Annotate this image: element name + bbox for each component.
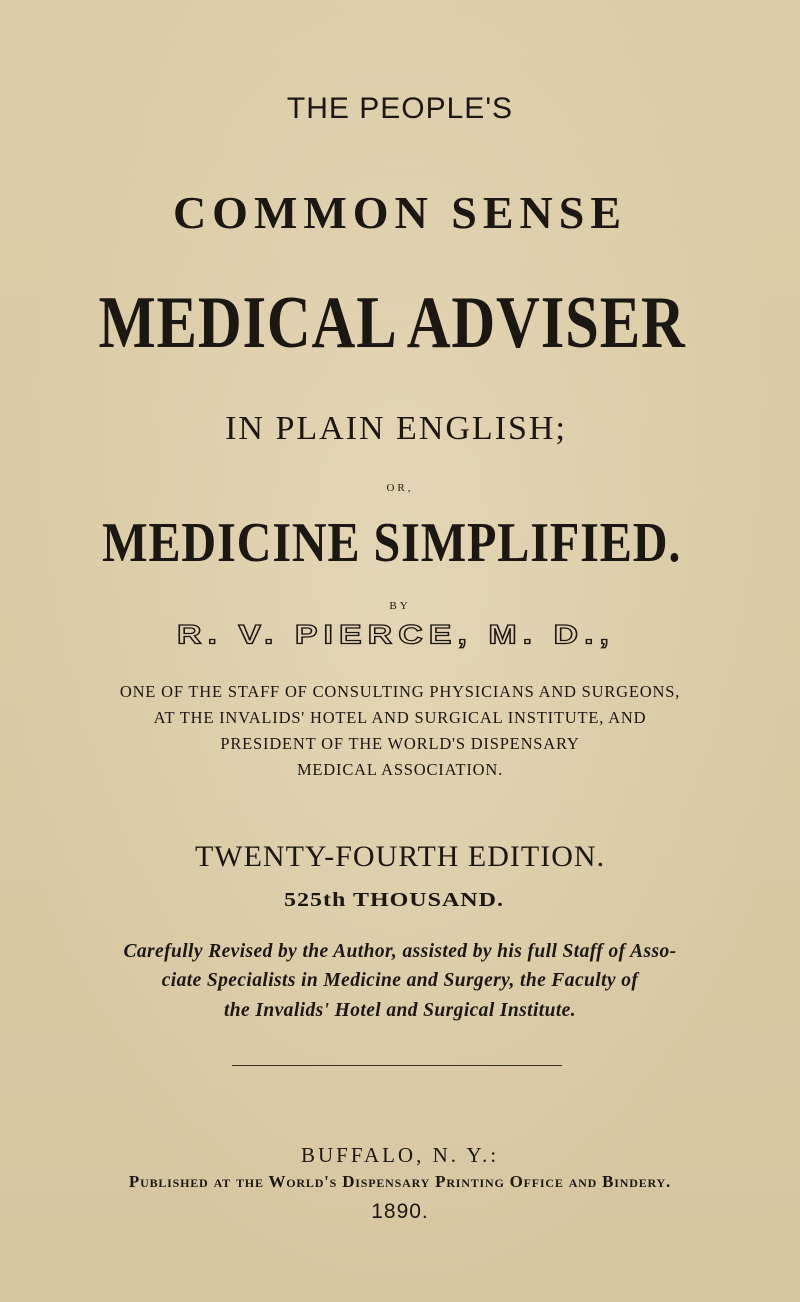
thousand-statement-text: 525th THOUSAND. xyxy=(284,889,504,912)
title-line-the-peoples: THE PEOPLE'S xyxy=(286,92,514,125)
section-divider xyxy=(232,1065,562,1066)
title-line-medicine-simplified xyxy=(0,511,792,575)
imprint-publisher: Published at the World's Dispensary Printing Office and Bindery. xyxy=(128,1172,672,1191)
title-line-medical-adviser xyxy=(0,281,792,366)
title-line-common-sense: COMMON SENSE xyxy=(172,187,628,238)
revision-note-line: ciate Specialists in Medicine and Surgery, the Faculty of xyxy=(161,970,639,991)
author-name xyxy=(0,616,796,655)
title-medicine-simplified-text: MEDICINE SIMPLIFIED. xyxy=(102,512,682,574)
imprint-city: BUFFALO, N. Y.: xyxy=(300,1143,500,1167)
revision-note-line: the Invalids' Hotel and Surgical Institute. xyxy=(223,1000,576,1021)
imprint-year: 1890. xyxy=(371,1200,429,1223)
edition-statement: TWENTY-FOURTH EDITION. xyxy=(194,840,606,873)
author-credential-line: PRESIDENT OF THE WORLD'S DISPENSARY xyxy=(220,734,580,753)
author-credential-line: AT THE INVALIDS' HOTEL AND SURGICAL INSTITUTE, AND xyxy=(153,708,647,727)
or-connector: OR, xyxy=(386,482,414,494)
by-label: BY xyxy=(389,600,411,612)
revision-note-line: Carefully Revised by the Author, assisted by his full Staff of Asso- xyxy=(123,941,677,962)
thousand-statement xyxy=(0,887,794,914)
title-medical-adviser-text: MEDICAL ADVISER xyxy=(98,282,686,364)
author-name-text: R. V. PIERCE, M. D., xyxy=(176,620,616,650)
title-line-in-plain-english: IN PLAIN ENGLISH; xyxy=(225,410,567,447)
author-credential-line: MEDICAL ASSOCIATION. xyxy=(296,760,504,779)
author-credential-line: ONE OF THE STAFF OF CONSULTING PHYSICIANS AND SURGEONS, xyxy=(119,682,681,701)
